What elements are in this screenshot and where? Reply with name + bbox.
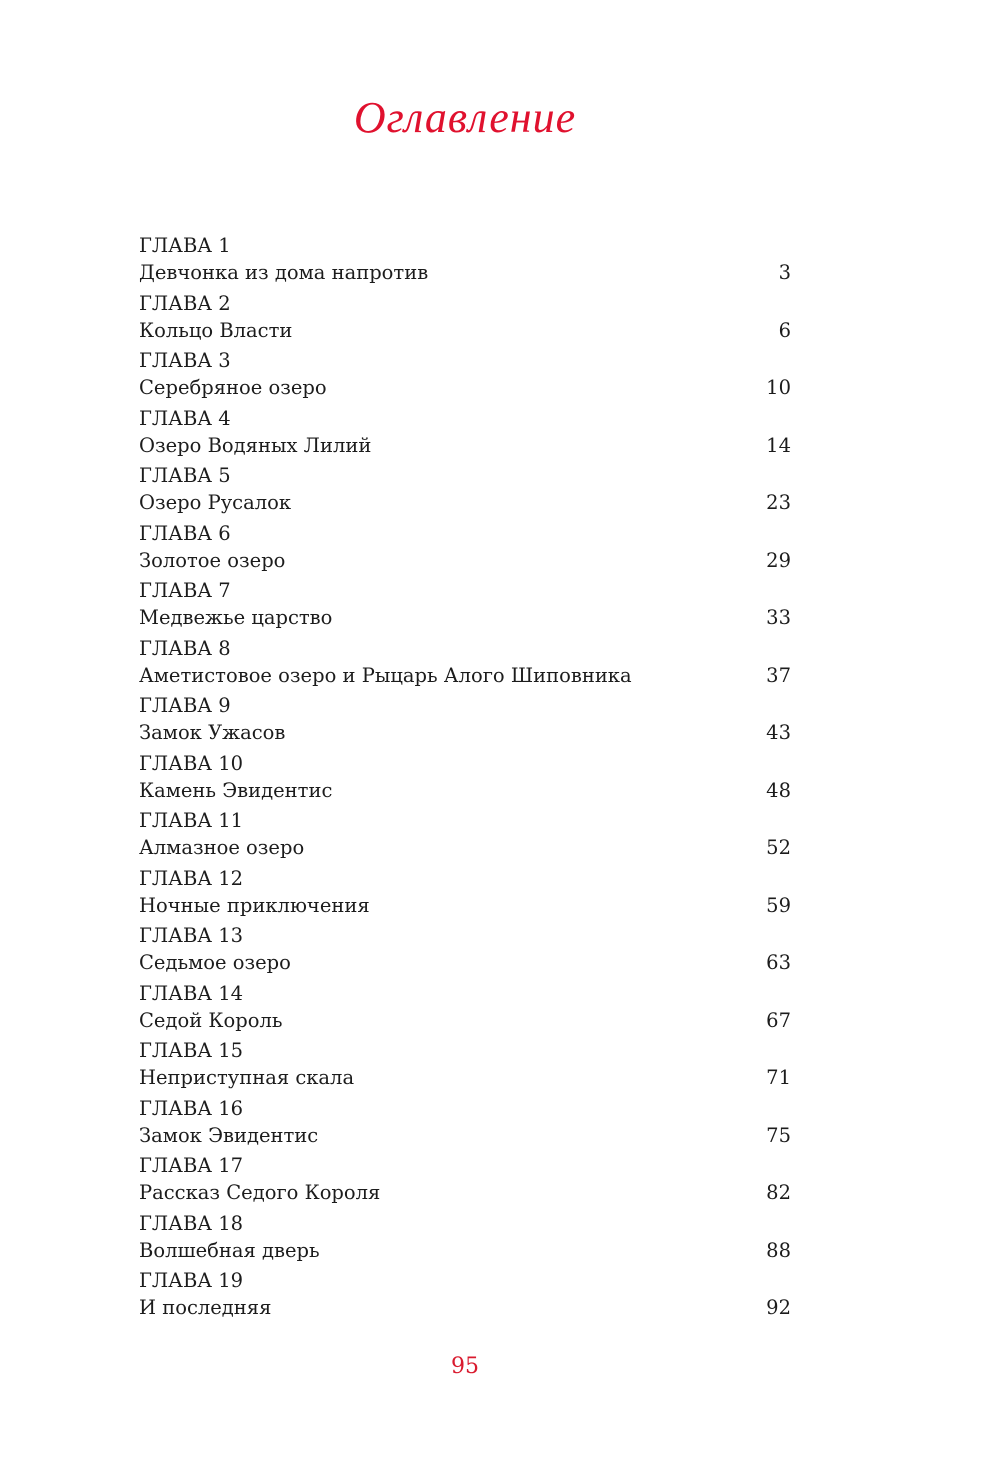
toc-entry	[139, 232, 791, 290]
chapter-label: ГЛАВА 12	[139, 866, 244, 890]
toc-entry	[139, 577, 791, 635]
chapter-title: Серебряное озеро	[139, 376, 327, 399]
toc-entry	[139, 807, 791, 865]
chapter-title: Рассказ Седого Короля	[139, 1181, 381, 1204]
chapter-title: И последняя	[139, 1296, 272, 1319]
chapter-label: ГЛАВА 4	[139, 406, 231, 430]
chapter-label: ГЛАВА 19	[139, 1269, 244, 1292]
chapter-page-number: 71	[766, 1066, 791, 1089]
chapter-title: Кольцо Власти	[139, 318, 293, 342]
toc-entry	[139, 1267, 791, 1325]
toc-entry	[139, 1095, 791, 1153]
chapter-title: Алмазное озеро	[139, 836, 305, 859]
chapter-label: ГЛАВА 7	[139, 579, 231, 602]
chapter-page-number: 3	[778, 261, 791, 284]
chapter-label: ГЛАВА 1	[139, 234, 231, 257]
chapter-page-number: 59	[766, 893, 791, 917]
chapter-page-number: 52	[766, 836, 791, 859]
chapter-title: Неприступная скала	[139, 1066, 355, 1089]
chapter-page-number: 92	[766, 1296, 791, 1319]
chapter-label: ГЛАВА 10	[139, 751, 244, 775]
toc-entry	[139, 692, 791, 750]
chapter-page-number: 48	[766, 778, 791, 802]
chapter-page-number: 37	[766, 663, 791, 687]
chapter-page-number: 6	[778, 318, 791, 342]
chapter-label: ГЛАВА 18	[139, 1211, 244, 1235]
toc-entry	[139, 922, 791, 980]
chapter-title: Седьмое озеро	[139, 951, 291, 974]
chapter-page-number: 75	[766, 1123, 791, 1147]
chapter-title: Волшебная дверь	[139, 1238, 320, 1262]
chapter-label: ГЛАВА 6	[139, 521, 231, 545]
chapter-page-number: 23	[766, 491, 791, 514]
chapter-label: ГЛАВА 5	[139, 464, 231, 487]
chapter-label: ГЛАВА 17	[139, 1154, 244, 1177]
chapter-title: Девчонка из дома напротив	[139, 261, 429, 284]
toc-entry	[139, 405, 791, 463]
chapter-title: Замок Ужасов	[139, 721, 286, 744]
toc-entry	[139, 1037, 791, 1095]
toc-entry	[139, 290, 791, 348]
chapter-label: ГЛАВА 8	[139, 636, 231, 660]
chapter-page-number: 43	[766, 721, 791, 744]
chapter-page-number: 14	[766, 433, 791, 457]
chapter-label: ГЛАВА 9	[139, 694, 231, 717]
toc-entry	[139, 462, 791, 520]
chapter-title: Медвежье царство	[139, 606, 333, 629]
chapter-page-number: 33	[766, 606, 791, 629]
chapter-title: Золотое озеро	[139, 548, 286, 572]
toc-entry	[139, 1152, 791, 1210]
chapter-page-number: 10	[766, 376, 791, 399]
chapter-title: Аметистовое озеро и Рыцарь Алого Шиповника	[139, 663, 632, 687]
toc-entry	[139, 1210, 791, 1268]
chapter-title: Ночные приключения	[139, 893, 370, 917]
chapter-label: ГЛАВА 3	[139, 349, 231, 372]
page-title: Оглавление	[353, 93, 577, 142]
chapter-label: ГЛАВА 14	[139, 981, 244, 1005]
toc-entry	[139, 347, 791, 405]
chapter-label: ГЛАВА 13	[139, 924, 244, 947]
chapter-page-number: 29	[766, 548, 791, 572]
chapter-page-number: 67	[766, 1008, 791, 1032]
chapter-title: Камень Эвидентис	[139, 778, 333, 802]
toc-entry	[139, 520, 791, 578]
chapter-label: ГЛАВА 15	[139, 1039, 244, 1062]
chapter-title: Озеро Русалок	[139, 491, 292, 514]
toc-entry	[139, 750, 791, 808]
chapter-page-number: 82	[766, 1181, 791, 1204]
chapter-label: ГЛАВА 16	[139, 1096, 244, 1120]
chapter-label: ГЛАВА 11	[139, 809, 244, 832]
toc-entry	[139, 865, 791, 923]
toc-entry	[139, 635, 791, 693]
chapter-label: ГЛАВА 2	[139, 291, 231, 315]
toc-entry	[139, 980, 791, 1038]
table-of-contents	[139, 232, 791, 1325]
chapter-title: Озеро Водяных Лилий	[139, 433, 372, 457]
chapter-title: Седой Король	[139, 1008, 283, 1032]
chapter-page-number: 88	[766, 1238, 791, 1262]
chapter-page-number: 63	[766, 951, 791, 974]
chapter-title: Замок Эвидентис	[139, 1123, 319, 1147]
page-number-footer: 95	[451, 1354, 479, 1379]
